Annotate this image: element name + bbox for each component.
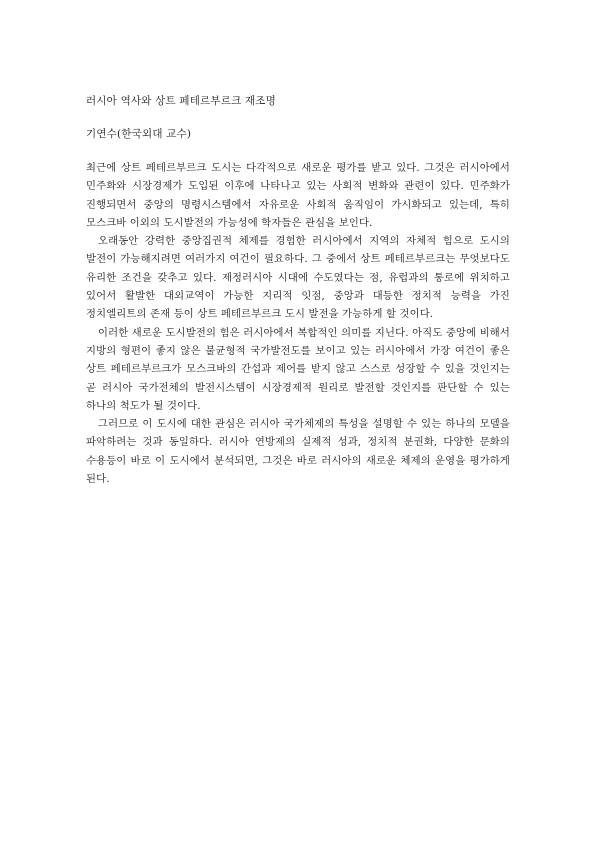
paragraph-3: 이러한 새로운 도시발전의 힘은 러시아에서 복합적인 의미를 지닌다. 아직도 중앙에 비해서 지방의 형편이 좋지 않은 불균형적 국가발전도를 보이고 있는 러시아에서 가장 여건이 좋은 상트 페테르부르크가 모스크바의 간섭과 제어를 받지 않고 스스로 성장할 수 있을 것인지는 곧 러시아 국가전체의 발전시스템이 시장경제적 원리로 발전할 것인지를 판단할 수 있는 하나의 척도가 될 것이다. [86, 326, 510, 412]
paragraph-2: 오래동안 강력한 중앙집권적 체제를 경험한 러시아에서 지역의 자체적 힘으로 도시의 발전이 가능해지려면 여러가지 여건이 필요하다. 그 중에서 상트 페테르부르크는 무엇보다도 유리한 조건을 갖추고 있다. 제정러시아 시대에 수도였다는 점, 유럽과의 통로에 위치하고 있어서 활발한 대외교역이 가능한 지리적 잇점, 중앙과 대등한 정치적 능력을 가진 정치엘리트의 존재 등이 상트 페테르부르크 도시 발전을 가능하게 할 것이다. [86, 235, 510, 321]
paragraph-1: 최근에 상트 페테르부르크 도시는 다각적으로 새로운 평가를 받고 있다. 그것은 러시아에서 민주화와 시장경제가 도입된 이후에 나타나고 있는 사회적 변화와 관련이 있다. 민주화가 진행되면서 중앙의 명령시스템에서 자유로운 사회적 움직임이 가시화되고 있는데, 특히 모스크바 이외의 도시발전의 가능성에 학자들은 관심을 보인다. [86, 162, 510, 229]
document-body [86, 159, 510, 488]
paragraph-4: 그러므로 이 도시에 대한 관심은 러시아 국가체제의 특성을 설명할 수 있는 하나의 모델을 파악하려는 것과 동일하다. 러시아 연방제의 실제적 성과, 정치적 분권화, 다양한 문화의 수용등이 바로 이 도시에서 분석되면, 그것은 바로 러시아의 새로운 체제의 운영을 평가하게 된다. [86, 418, 510, 486]
author-line: 기연수(한국외대 교수) [86, 128, 192, 140]
document-content [86, 93, 510, 488]
document-title: 러시아 역사와 상트 페테르부르크 재조명 [86, 95, 276, 107]
